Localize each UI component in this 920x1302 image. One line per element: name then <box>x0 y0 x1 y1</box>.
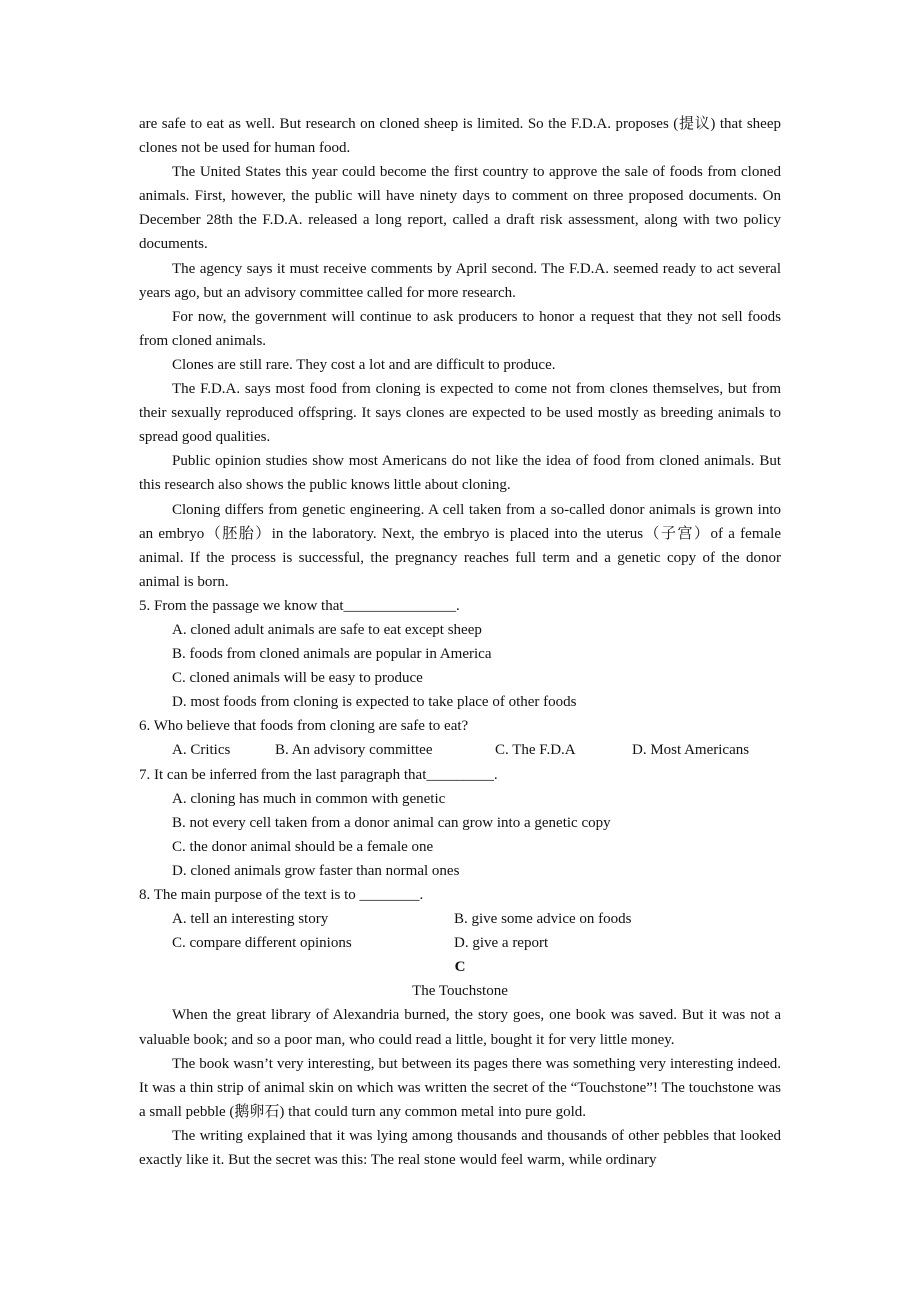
answer-option: D. Most Americans <box>632 742 750 759</box>
question-7 <box>139 763 781 883</box>
question-stem: 6. Who believe that foods from cloning are safe to eat? <box>139 718 469 735</box>
answer-option: A. tell an interesting story <box>172 911 329 928</box>
question-stem: 5. From the passage we know that_______________. <box>139 597 460 614</box>
answer-option: D. give a report <box>454 935 549 952</box>
question-6 <box>139 714 781 762</box>
passage-b-paragraph: Cloning differs from genetic engineering. A cell taken from a so-called donor animals is grown into an embryo（胚胎）in the laboratory. Next, the embryo is placed into the uterus（子宫）of a female animal. If the process is successful, the pregnancy reaches full term and a genetic copy of the donor animal is born. <box>139 501 781 590</box>
answer-option: C. The F.D.A <box>495 742 576 759</box>
passage-c-paragraph: The writing explained that it was lying among thousands and thousands of other pebbles that looked exactly like it. But the secret was this: The real stone would feel warm, while ordinary <box>139 1127 781 1169</box>
answer-option: B. foods from cloned animals are popular in America <box>172 646 492 663</box>
question-5 <box>139 594 781 714</box>
answer-option: C. the donor animal should be a female one <box>172 838 434 855</box>
answer-option: D. most foods from cloning is expected to take place of other foods <box>172 694 577 711</box>
passage-b-paragraph: For now, the government will continue to ask producers to honor a request that they not sell foods from cloned animals. <box>139 308 781 349</box>
question-stem: 7. It can be inferred from the last paragraph that_________. <box>139 766 498 783</box>
passage-b-paragraph: Clones are still rare. They cost a lot and are difficult to produce. <box>172 356 556 373</box>
answer-option: B. give some advice on foods <box>454 911 632 928</box>
answer-option: C. compare different opinions <box>172 935 352 952</box>
exam-page <box>139 112 781 1172</box>
answer-options-grid <box>172 907 781 955</box>
answer-option: A. Critics <box>172 742 231 759</box>
passage-b-paragraph: The agency says it must receive comments by April second. The F.D.A. seemed ready to act several years ago, but an advisory committee called for more research. <box>139 260 781 301</box>
passage-b-paragraph: The United States this year could become the first country to approve the sale of foods from cloned animals. First, however, the public will have ninety days to comment on three proposed documents. On December 28th the F.D.A. released a long report, called a draft risk assessment, along with two policy documents. <box>139 164 781 253</box>
passage-title: The Touchstone <box>412 983 508 1000</box>
answer-option: B. An advisory committee <box>275 742 433 759</box>
passage-c-paragraph: When the great library of Alexandria burned, the story goes, one book was saved. But it was not a valuable book; and so a poor man, who could read a little, bought it for very little money. <box>139 1007 781 1048</box>
answer-option: B. not every cell taken from a donor animal can grow into a genetic copy <box>172 814 611 831</box>
passage-b-paragraph: The F.D.A. says most food from cloning is expected to come not from clones themselves, but from their sexually reproduced offspring. It says clones are expected to be used mostly as breeding animals to spread good qualities. <box>139 381 781 446</box>
section-label: C <box>454 959 466 976</box>
passage-c-paragraph: The book wasn’t very interesting, but between its pages there was something very interesting indeed. It was a thin strip of animal skin on which was written the secret of the “Touchstone”! The touchstone was a small pebble (鹅卵石) that could turn any common metal into pure gold. <box>139 1055 781 1120</box>
passage-b-paragraph: are safe to eat as well. But research on cloned sheep is limited. So the F.D.A. proposes (提议) that sheep clones not be used for human food. <box>139 116 781 157</box>
answer-option: C. cloned animals will be easy to produce <box>172 670 423 687</box>
answer-options-row <box>172 738 781 762</box>
answer-option: A. cloned adult animals are safe to eat except sheep <box>172 621 482 638</box>
question-8 <box>139 883 781 955</box>
answer-option: A. cloning has much in common with genetic <box>172 790 446 807</box>
answer-option: D. cloned animals grow faster than normal ones <box>172 862 460 879</box>
passage-b-paragraph: Public opinion studies show most Americans do not like the idea of food from cloned animals. But this research also shows the public knows little about cloning. <box>139 453 781 494</box>
question-stem: 8. The main purpose of the text is to ________. <box>139 887 424 903</box>
